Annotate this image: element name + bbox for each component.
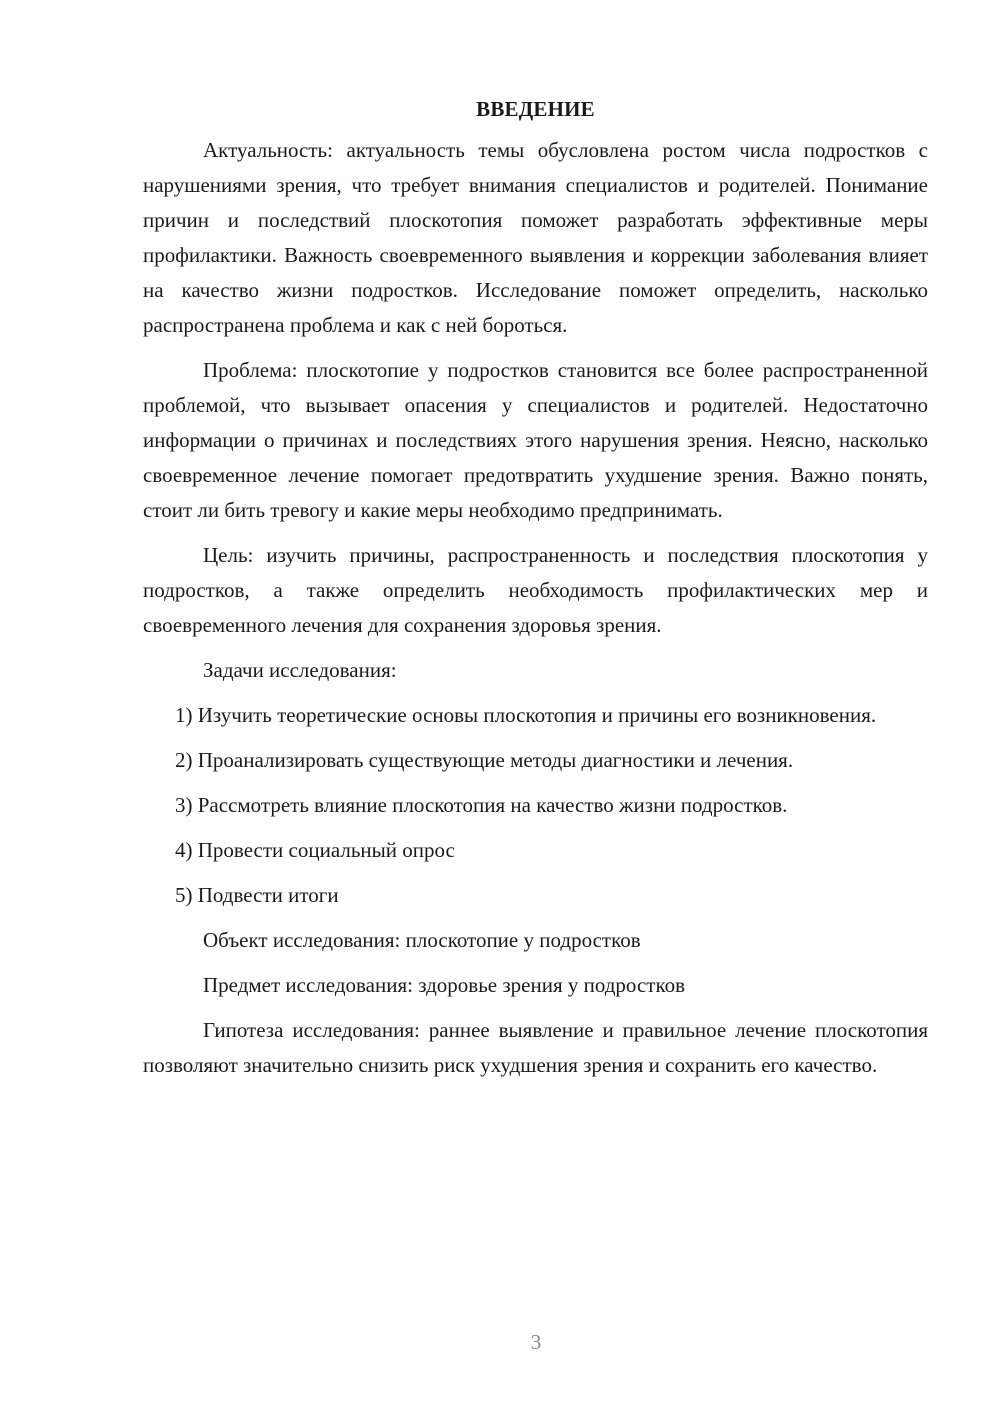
section-title: ВВЕДЕНИЕ [476, 97, 595, 121]
goal-paragraph: Цель: изучить причины, распространенность и последствия плоскотопия у подростков, а также определить необходимость профилактических мер и своевременного лечения для сохранения здоровья зрения. [143, 543, 928, 637]
tasks-list [143, 698, 928, 913]
research-object: Объект исследования: плоскотопие у подростков [203, 928, 641, 952]
task-item: 2) Проанализировать существующие методы диагностики и лечения. [175, 748, 794, 772]
task-item: 3) Рассмотреть влияние плоскотопия на качество жизни подростков. [175, 793, 788, 817]
relevance-paragraph: Актуальность: актуальность темы обусловлена ростом числа подростков с нарушениями зрения, что требует внимания специалистов и родителей. Понимание причин и последствий плоскотопия поможет разработать эффективные меры профилактики. Важность своевременного выявления и коррекции заболевания влияет на качество жизни подростков. Исследование поможет определить, насколько распространена проблема и как с ней бороться. [143, 138, 928, 337]
hypothesis-paragraph: Гипотеза исследования: раннее выявление и правильное лечение плоскотопия позволяют значительно снизить риск ухудшения зрения и сохранить его качество. [143, 1018, 928, 1077]
tasks-heading: Задачи исследования: [203, 658, 397, 682]
page-number: 3 [530, 1330, 542, 1354]
task-item: 4) Провести социальный опрос [175, 838, 455, 862]
task-item: 1) Изучить теоретические основы плоскотопия и причины его возникновения. [175, 703, 877, 727]
problem-paragraph: Проблема: плоскотопие у подростков становится все более распространенной проблемой, что вызывает опасения у специалистов и родителей. Недостаточно информации о причинах и последствиях этого нарушения зрения. Неясно, насколько своевременное лечение помогает предотвратить ухудшение зрения. Важно понять, стоит ли бить тревогу и какие меры необходимо предпринимать. [143, 358, 928, 522]
task-item: 5) Подвести итоги [175, 883, 339, 907]
document-page [143, 92, 928, 1093]
research-subject: Предмет исследования: здоровье зрения у подростков [203, 973, 686, 997]
